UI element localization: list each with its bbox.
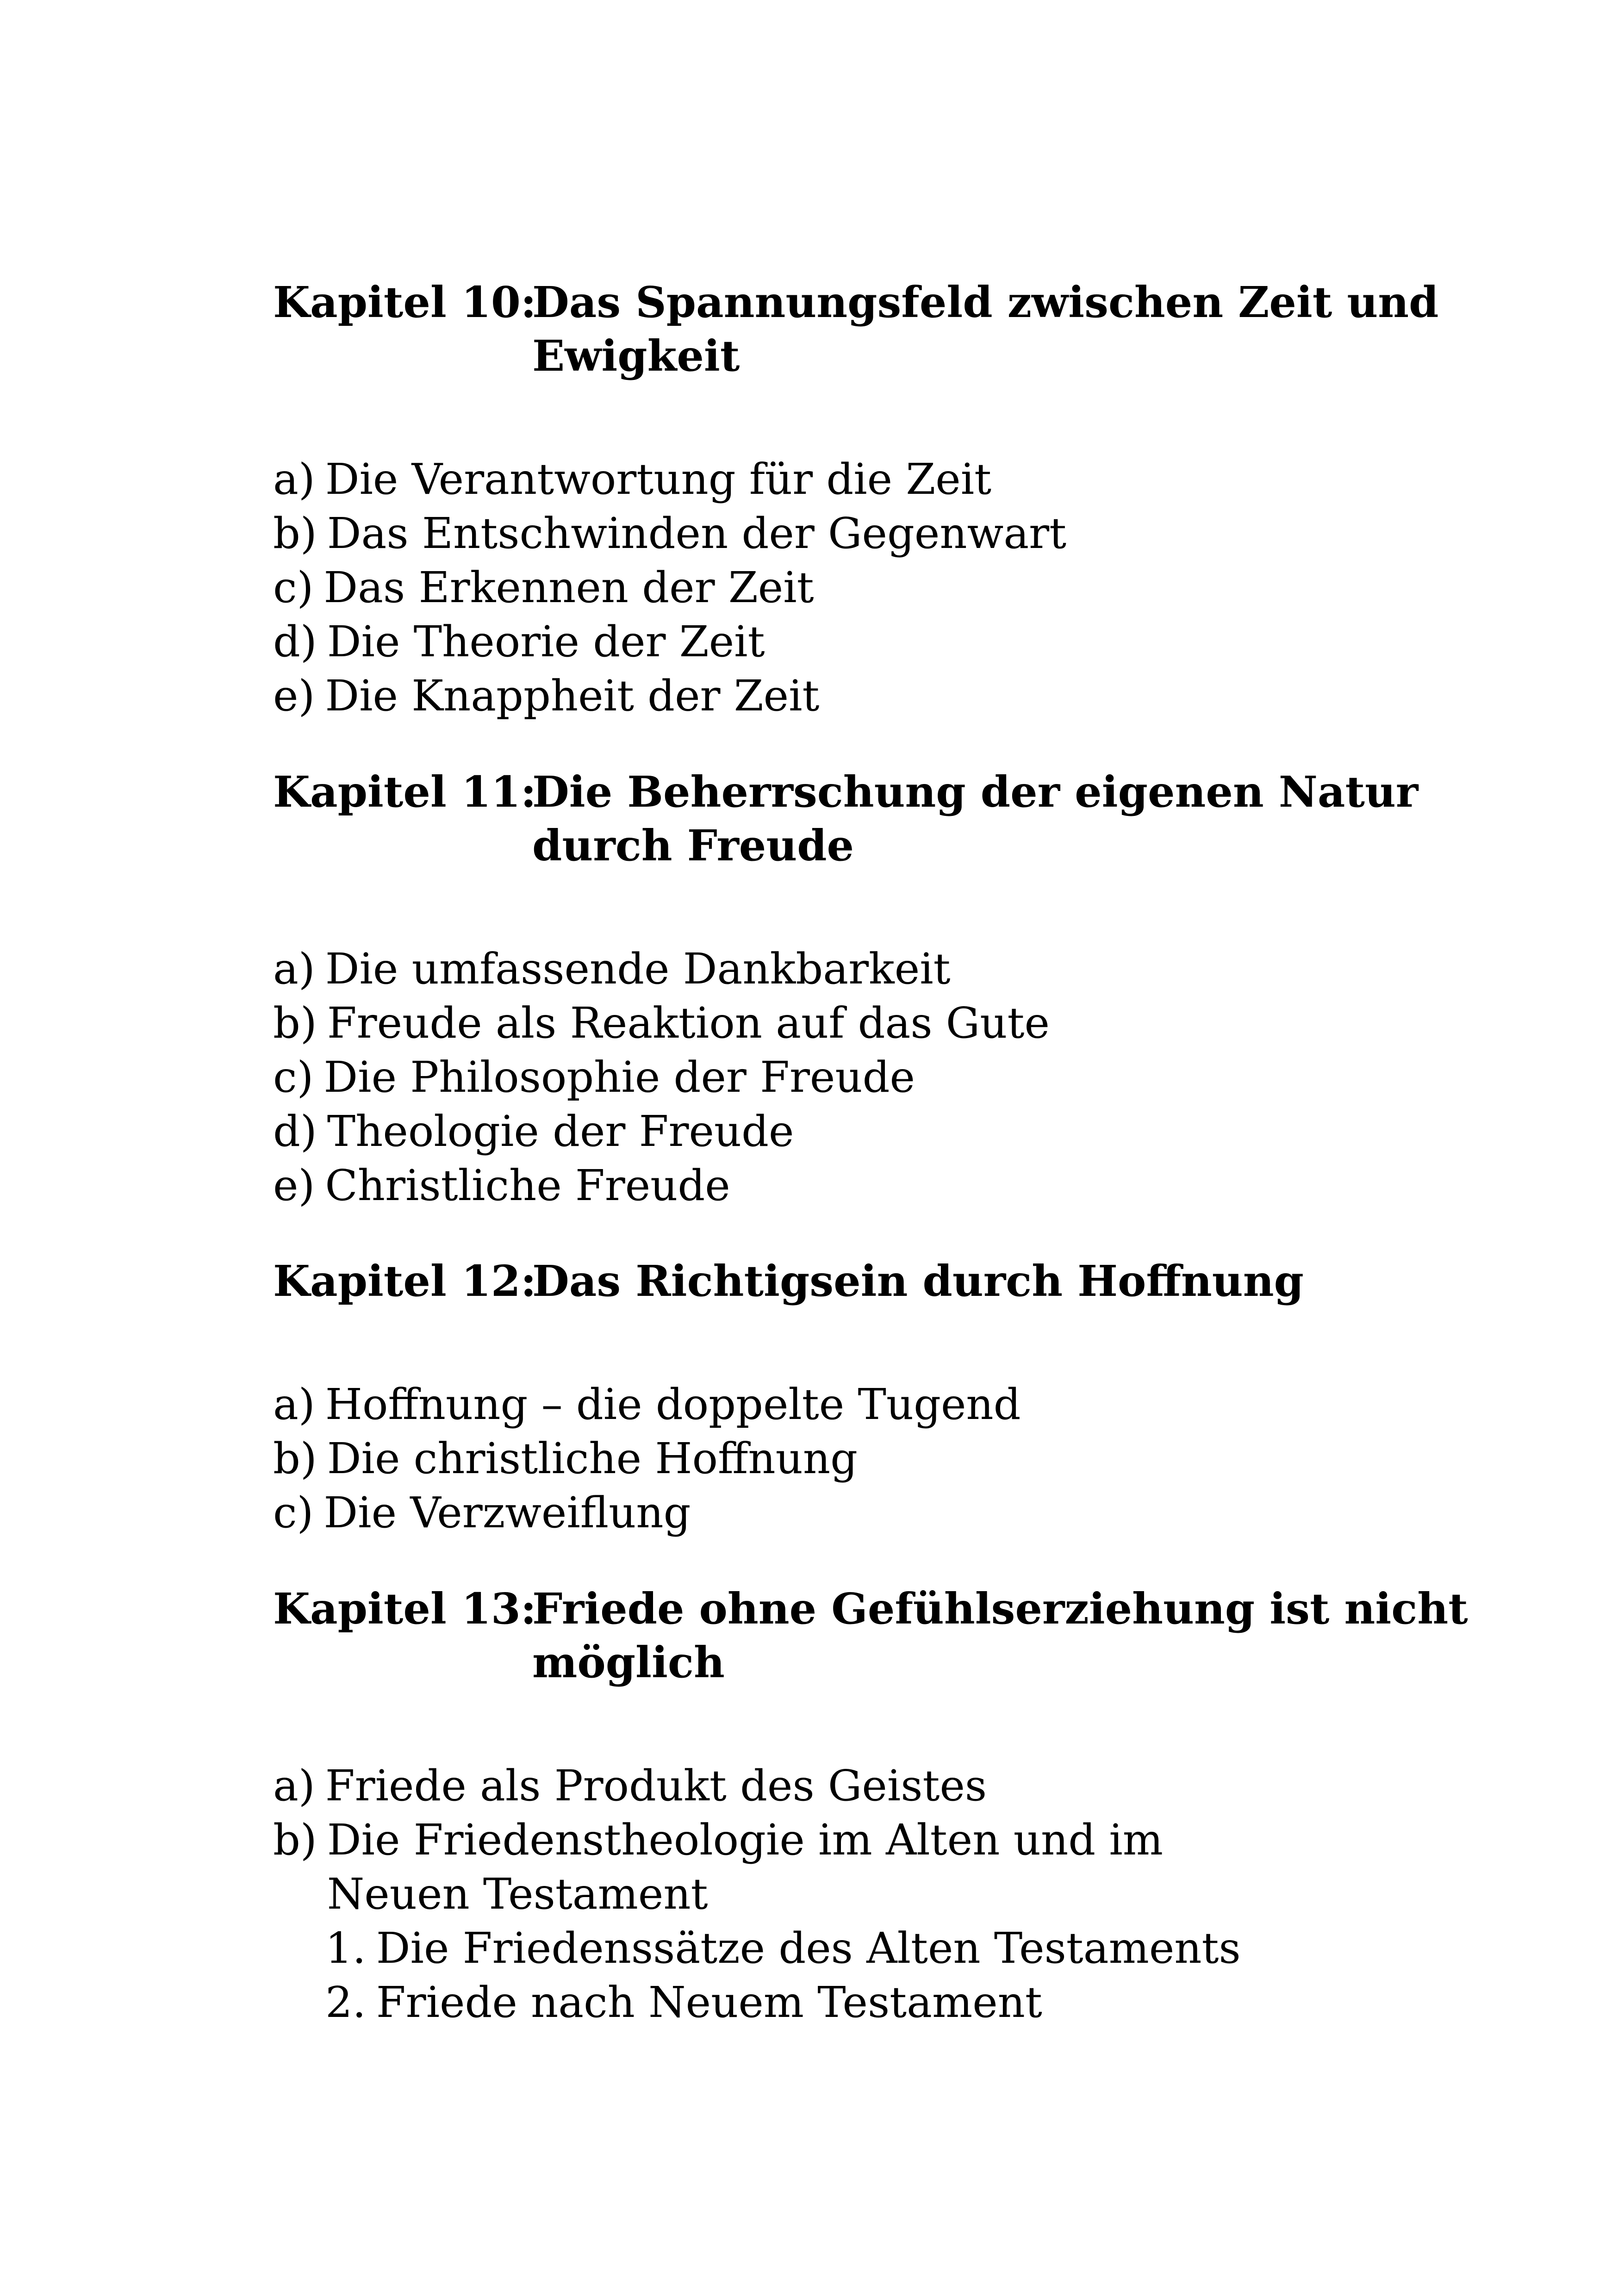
chapter-title: Friede ohne Gefühlserziehung ist nicht möglich [532,1584,1468,1687]
list-item [273,1158,1476,1213]
chapter-11 [273,765,1476,1213]
chapter-items [273,452,1476,723]
item-text: Die Verantwortung für die Zeit [325,454,992,504]
item-text: Friede als Produkt des Geistes [325,1761,987,1811]
item-marker: a) [273,944,315,994]
item-marker: d) [273,617,317,666]
chapter-label: Kapitel 10: [273,277,536,327]
sub-item-text: Die Friedenssätze des Alten Testaments [376,1923,1241,1973]
item-marker: b) [273,509,317,558]
item-text: Die Philosophie der Freude [324,1052,915,1102]
chapter-label: Kapitel 13: [273,1584,536,1634]
item-marker: c) [273,1052,314,1102]
item-text: Die Verzweiflung [324,1488,691,1537]
item-text: Christliche Freude [325,1161,730,1210]
item-text: Die Knappheit der Zeit [325,671,820,721]
list-item [273,452,1476,506]
list-item [273,1050,1476,1104]
sub-item-marker: 2. [325,1978,366,2027]
list-item [273,560,1476,615]
list-item [273,506,1476,560]
item-text: Hoffnung – die doppelte Tugend [325,1380,1021,1429]
sub-item-text: Friede nach Neuem Testament [376,1978,1042,2027]
chapter-12 [273,1254,1476,1540]
chapter-heading [273,275,1476,383]
list-item [273,1431,1476,1486]
sub-item-marker: 1. [325,1923,366,1973]
item-text: Die christliche Hoffnung [327,1434,858,1483]
chapter-items [273,1377,1476,1540]
item-marker: e) [273,671,315,721]
item-marker: b) [273,1434,317,1483]
item-marker: b) [273,998,317,1048]
chapter-10 [273,275,1476,723]
chapter-label: Kapitel 11: [273,767,536,817]
item-text: Die umfassende Dankbarkeit [325,944,951,994]
list-item [273,1759,1476,1813]
item-text: Das Erkennen der Zeit [324,563,814,612]
item-marker: a) [273,454,315,504]
chapter-13 [273,1582,1476,2029]
chapter-heading [273,1582,1476,1689]
item-text: Die Friedenstheologie im Alten und im Neuen Testament [327,1815,1164,1919]
list-item [273,669,1476,723]
sub-list-item [325,1921,1476,1975]
chapter-title: Das Richtigsein durch Hoffnung [532,1256,1304,1306]
list-item [273,1813,1476,1921]
list-item [273,996,1476,1050]
chapter-title: Das Spannungsfeld zwischen Zeit und Ewigkeit [532,277,1439,381]
item-marker: a) [273,1761,315,1811]
item-text: Freude als Reaktion auf das Gute [327,998,1050,1048]
chapter-label: Kapitel 12: [273,1256,536,1306]
chapter-items [273,1759,1476,2029]
list-item [273,1486,1476,1540]
list-item [273,615,1476,669]
item-marker: b) [273,1815,317,1865]
item-text: Die Theorie der Zeit [327,617,765,666]
item-text: Theologie der Freude [327,1107,794,1156]
list-item [273,1104,1476,1158]
list-item [273,1377,1476,1431]
item-marker: a) [273,1380,315,1429]
item-marker: c) [273,563,314,612]
chapter-heading [273,765,1476,872]
item-marker: e) [273,1161,315,1210]
item-marker: d) [273,1107,317,1156]
sub-list-item [325,1975,1476,2029]
chapter-items [273,942,1476,1213]
list-item [273,942,1476,996]
chapter-title: Die Beherrschung der eigenen Natur durch Freude [532,767,1419,871]
item-text: Das Entschwinden der Gegenwart [327,509,1067,558]
chapter-heading [273,1254,1476,1308]
sub-list [273,1921,1476,2029]
item-marker: c) [273,1488,314,1537]
